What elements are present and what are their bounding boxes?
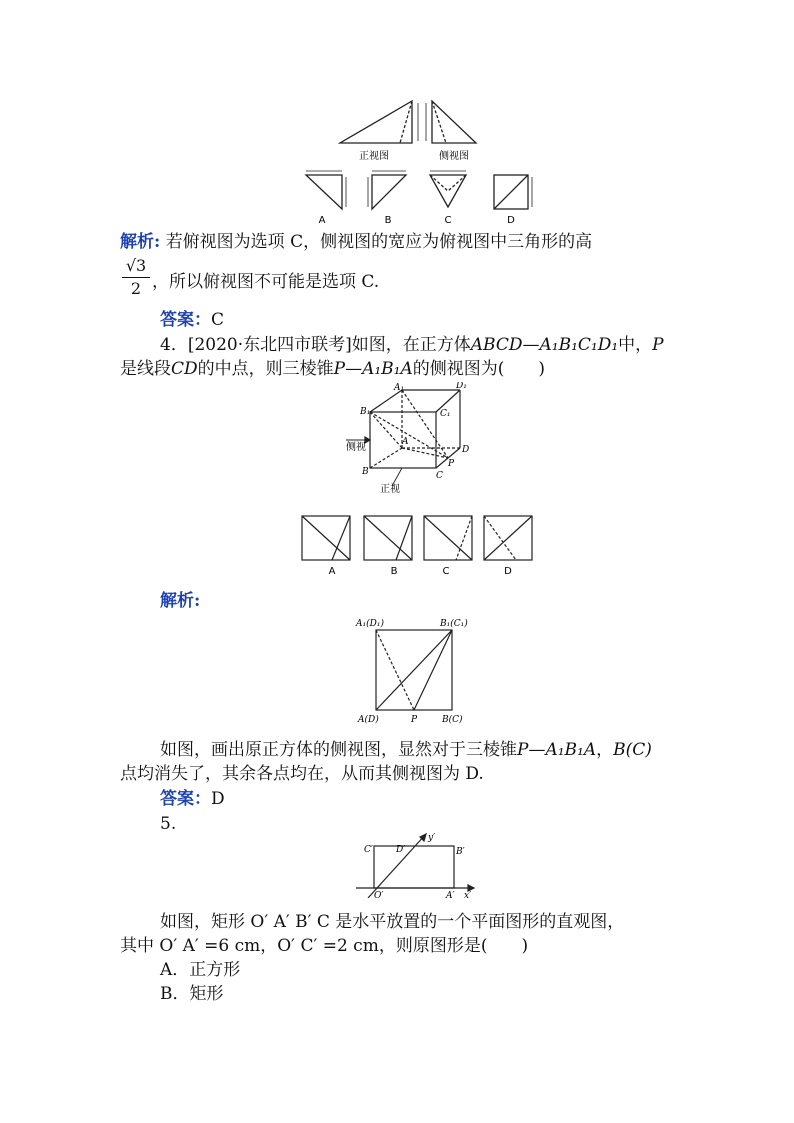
q4-analysis-line bbox=[160, 589, 200, 613]
front-view-label: 正视图 bbox=[359, 151, 389, 162]
q3-fraction-denominator: 2 bbox=[130, 279, 142, 298]
q4-expl1a: 如图，画出原正方体的侧视图，显然对于三棱锥 bbox=[160, 740, 517, 760]
sol-label-tl: A₁(D₁) bbox=[356, 619, 384, 629]
q3-answer-sep: ： bbox=[194, 310, 211, 330]
q3-option-b-figure bbox=[368, 171, 406, 209]
q3-answer-line bbox=[160, 308, 224, 332]
q3-fraction-bar bbox=[122, 277, 150, 278]
q4-option-c-figure bbox=[424, 516, 472, 560]
q3-analysis-cont: ，所以俯视图不可能是选项 C. bbox=[152, 272, 380, 292]
q3-analysis-line1 bbox=[120, 230, 592, 254]
q5-label-y: y′ bbox=[428, 833, 436, 843]
q5-figure bbox=[354, 828, 484, 898]
q4-analysis-label: 解析 bbox=[160, 591, 194, 611]
sol-label-br: B(C) bbox=[442, 715, 463, 725]
q4-option-b-label: B bbox=[390, 566, 398, 577]
cube-label-d1: D₁ bbox=[456, 382, 467, 391]
q4-text2c: 的侧视图为( ) bbox=[412, 359, 546, 379]
q4-option-a-label: A bbox=[328, 566, 336, 577]
side-view bbox=[426, 101, 476, 143]
q4-option-d-figure bbox=[484, 516, 532, 560]
cube-label-c1: C₁ bbox=[440, 409, 451, 419]
q4-answer-label: 答案 bbox=[160, 789, 194, 809]
cube-label-a: A bbox=[402, 437, 409, 447]
q5-text-line1: 如图，矩形 O′ A′ B′ C 是水平放置的一个平面图形的直观图， bbox=[160, 912, 625, 932]
q3-option-d-label: D bbox=[507, 215, 515, 226]
q4-answer-line bbox=[160, 787, 225, 811]
q5-number: 5. bbox=[160, 814, 177, 834]
cube-label-b: B bbox=[362, 467, 369, 477]
q3-views-figure bbox=[300, 95, 540, 230]
cube-label-a1: A₁ bbox=[394, 383, 405, 393]
q3-option-d-figure bbox=[494, 175, 532, 209]
q4-text1b: 中， bbox=[618, 335, 653, 355]
q3-option-a-label: A bbox=[318, 215, 326, 226]
q5-label-o: O′ bbox=[374, 891, 384, 898]
side-view-label: 侧视图 bbox=[439, 151, 469, 162]
q3-analysis-text: 若俯视图为选项 C，侧视图的宽应为俯视图中三角形的高 bbox=[165, 232, 593, 252]
q4-option-b-figure bbox=[364, 516, 412, 560]
q4-source: [2020·东北四市联考] bbox=[187, 335, 352, 355]
q5-label-d: D′ bbox=[396, 845, 406, 855]
q3-answer-value: C bbox=[211, 310, 225, 330]
q4-segment: CD bbox=[171, 359, 198, 379]
q4-cube-figure bbox=[340, 382, 470, 494]
cube-label-p: P bbox=[448, 459, 455, 469]
q3-option-b-label: B bbox=[384, 215, 392, 226]
cube-label-side: 侧视 bbox=[346, 442, 366, 453]
q4-line2 bbox=[120, 357, 545, 381]
q4-answer-sep: ： bbox=[194, 789, 211, 809]
q3-fraction-numerator: √3 bbox=[125, 256, 147, 275]
q4-expl1b: P—A₁B₁A bbox=[517, 740, 597, 760]
cube-label-front: 正视 bbox=[380, 484, 400, 494]
q3-option-c-figure bbox=[430, 171, 466, 207]
q4-number: 4． bbox=[160, 335, 188, 355]
q4-answer-value: D bbox=[211, 789, 225, 809]
q3-option-c-label: C bbox=[444, 215, 452, 226]
cube-label-b1: B₁ bbox=[360, 407, 371, 417]
q3-fraction bbox=[118, 256, 154, 299]
q4-text2: 是线段 bbox=[120, 359, 171, 379]
cube-label-c: C bbox=[436, 471, 443, 481]
q5-label-c: C′ bbox=[364, 845, 373, 855]
q4-option-a-figure bbox=[302, 516, 350, 560]
sol-label-tr: B₁(C₁) bbox=[440, 619, 468, 629]
q3-answer-label: 答案 bbox=[160, 310, 194, 330]
q4-explain-line2: 点均消失了，其余各点均在，从而其侧视图为 D. bbox=[120, 764, 484, 784]
q4-expl1c: ， bbox=[596, 740, 614, 760]
q4-pyramid: P—A₁B₁A bbox=[333, 359, 413, 379]
q5-label-b: B′ bbox=[456, 847, 465, 857]
q3-option-a-figure bbox=[306, 171, 346, 209]
q4-text1: 如图，在正方体 bbox=[351, 335, 471, 355]
q4-solution-figure bbox=[354, 616, 474, 728]
q5-option-a: A．正方形 bbox=[160, 960, 241, 980]
sol-label-bl: A(D) bbox=[358, 715, 379, 725]
sol-label-p: P bbox=[411, 715, 418, 725]
q4-text2b: 的中点，则三棱锥 bbox=[197, 359, 334, 379]
q4-expl1d: B(C) bbox=[613, 740, 652, 760]
q5-label-x: x′ bbox=[464, 891, 472, 898]
q4-line1 bbox=[160, 333, 664, 357]
q4-analysis-colon: : bbox=[194, 591, 201, 611]
q5-option-b: B．矩形 bbox=[160, 984, 224, 1004]
q4-options-figure bbox=[296, 512, 536, 580]
q5-text-line2: 其中 O′ A′ =6 cm，O′ C′ =2 cm，则原图形是( ) bbox=[120, 936, 529, 956]
q4-point-p: P bbox=[652, 335, 664, 355]
q4-option-d-label: D bbox=[504, 566, 512, 577]
cube-label-d: D bbox=[462, 445, 470, 455]
front-view bbox=[340, 101, 418, 143]
q3-analysis-label: 解析 bbox=[120, 232, 154, 252]
q4-cube-name: ABCD—A₁B₁C₁D₁ bbox=[470, 335, 619, 355]
q4-option-c-label: C bbox=[442, 566, 450, 577]
q3-analysis-colon: : bbox=[154, 232, 161, 252]
q5-label-a: A′ bbox=[446, 891, 455, 898]
q4-explain-line1 bbox=[160, 738, 652, 762]
